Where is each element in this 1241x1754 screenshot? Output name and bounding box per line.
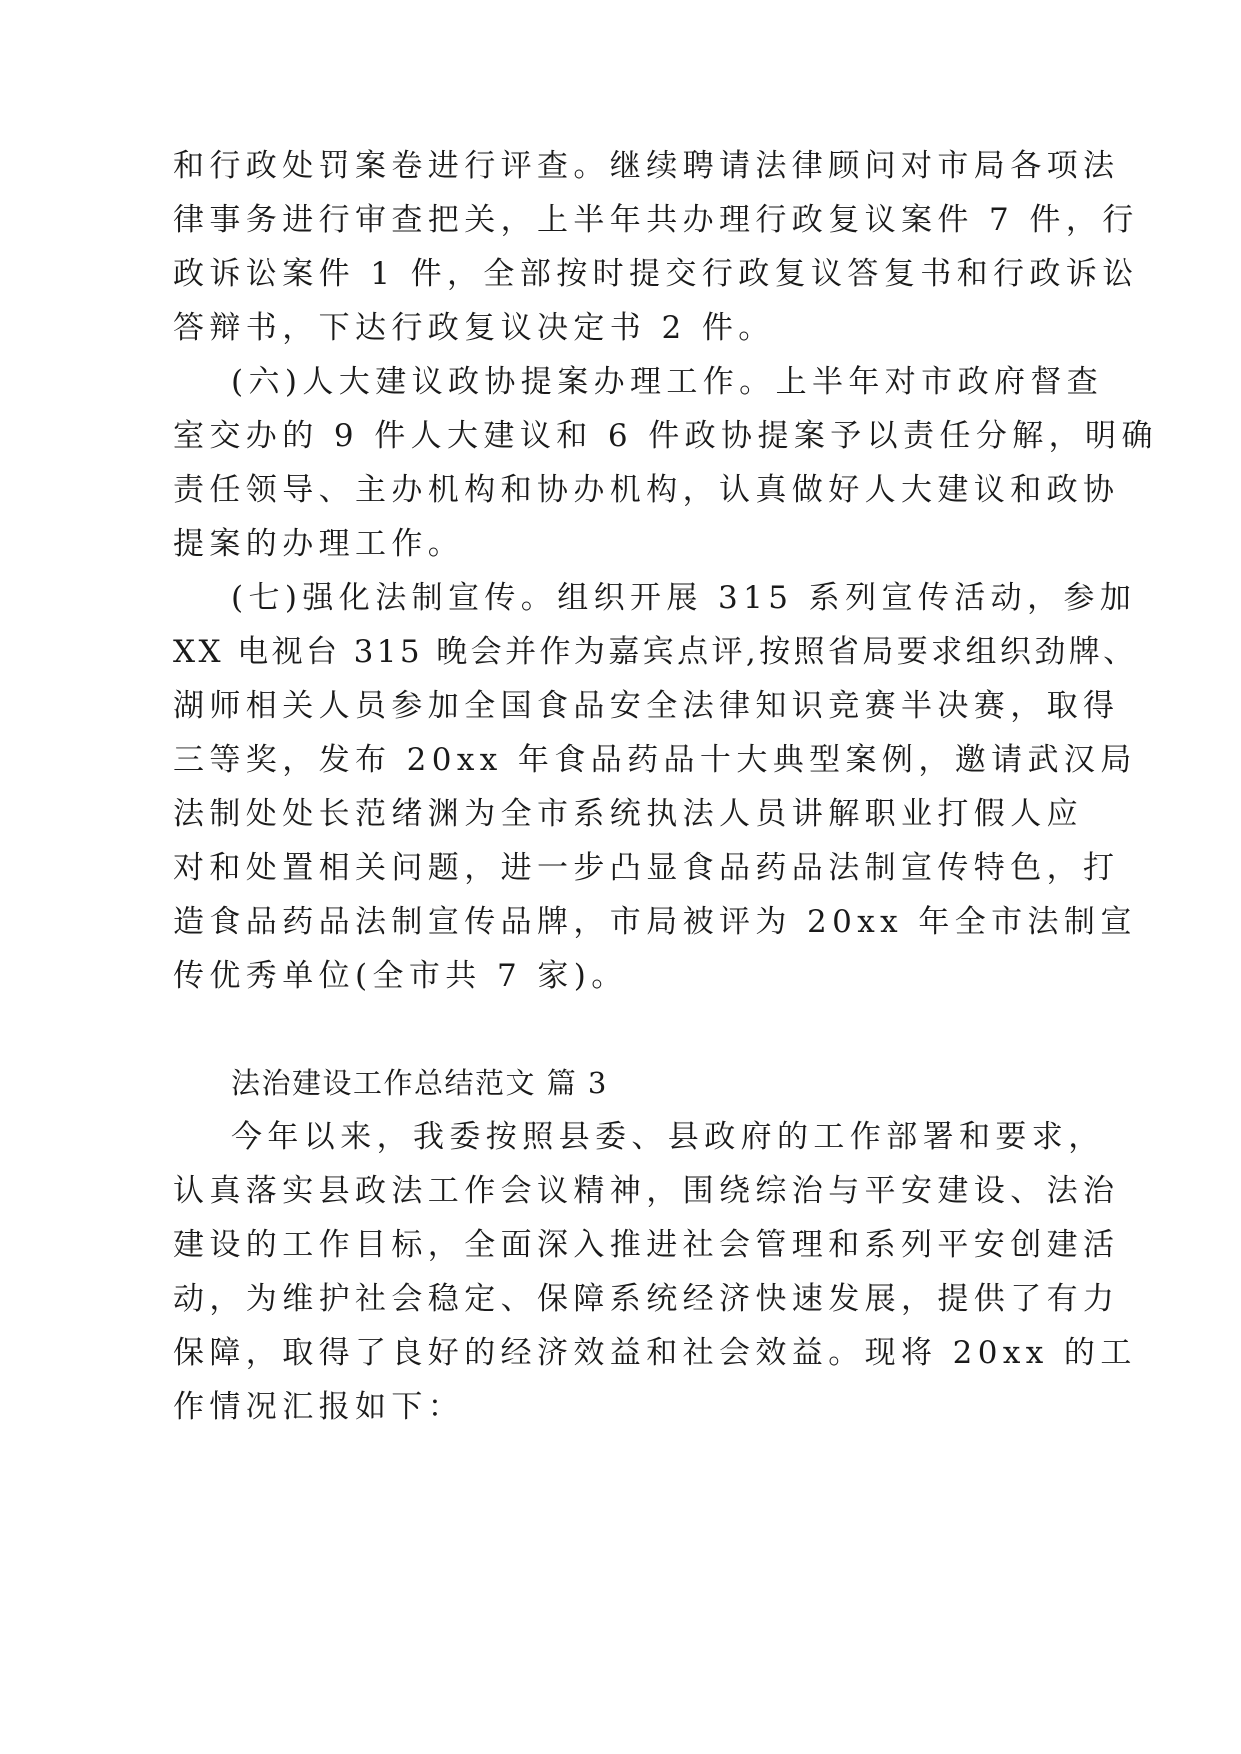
paragraph-3-line-2: XX 电视台 315 晚会并作为嘉宾点评,按照省局要求组织劲牌、 bbox=[173, 634, 1138, 670]
paragraph-1-line-4: 答辩书，下达行政复议决定书 2 件。 bbox=[173, 310, 775, 346]
paragraph-3-line-5: 法制处处长范绪渊为全市系统执法人员讲解职业打假人应 bbox=[173, 796, 1083, 832]
paragraph-1-line-2: 律事务进行审查把关，上半年共办理行政复议案件 7 件，行 bbox=[173, 202, 1139, 238]
paragraph-4-line-4: 动，为维护社会稳定、保障系统经济快速发展，提供了有力 bbox=[173, 1281, 1120, 1317]
paragraph-1-line-1: 和行政处罚案卷进行评查。继续聘请法律顾问对市局各项法 bbox=[173, 148, 1120, 184]
paragraph-4-line-5: 保障，取得了良好的经济效益和社会效益。现将 20xx 的工 bbox=[173, 1335, 1137, 1371]
paragraph-3-line-7: 造食品药品法制宣传品牌，市局被评为 20xx 年全市法制宣 bbox=[173, 904, 1137, 940]
paragraph-4-line-2: 认真落实县政法工作会议精神，围绕综治与平安建设、法治 bbox=[173, 1173, 1120, 1209]
paragraph-4-line-1: 今年以来，我委按照县委、县政府的工作部署和要求， bbox=[231, 1119, 1105, 1155]
section-heading: 法治建设工作总结范文 篇 3 bbox=[231, 1066, 608, 1100]
paragraph-3-line-6: 对和处置相关问题，进一步凸显食品药品法制宣传特色，打 bbox=[173, 850, 1120, 886]
paragraph-3-line-8: 传优秀单位(全市共 7 家)。 bbox=[173, 958, 628, 994]
paragraph-3-line-1: (七)强化法制宣传。组织开展 315 系列宣传活动，参加 bbox=[231, 580, 1137, 616]
paragraph-4-line-3: 建设的工作目标，全面深入推进社会管理和系列平安创建活 bbox=[173, 1227, 1120, 1263]
paragraph-2-line-2: 室交办的 9 件人大建议和 6 件政协提案予以责任分解，明确 bbox=[173, 418, 1158, 454]
paragraph-2-line-3: 责任领导、主办机构和协办机构，认真做好人大建议和政协 bbox=[173, 472, 1120, 508]
paragraph-2-line-4: 提案的办理工作。 bbox=[173, 526, 465, 562]
paragraph-4-line-6: 作情况汇报如下： bbox=[173, 1389, 465, 1425]
paragraph-1-line-3: 政诉讼案件 1 件，全部按时提交行政复议答复书和行政诉讼 bbox=[173, 256, 1139, 292]
paragraph-3-line-3: 湖师相关人员参加全国食品安全法律知识竞赛半决赛，取得 bbox=[173, 688, 1120, 724]
paragraph-2-line-1: (六)人大建议政协提案办理工作。上半年对市政府督查 bbox=[231, 364, 1104, 400]
paragraph-3-line-4: 三等奖，发布 20xx 年食品药品十大典型案例，邀请武汉局 bbox=[173, 742, 1137, 778]
